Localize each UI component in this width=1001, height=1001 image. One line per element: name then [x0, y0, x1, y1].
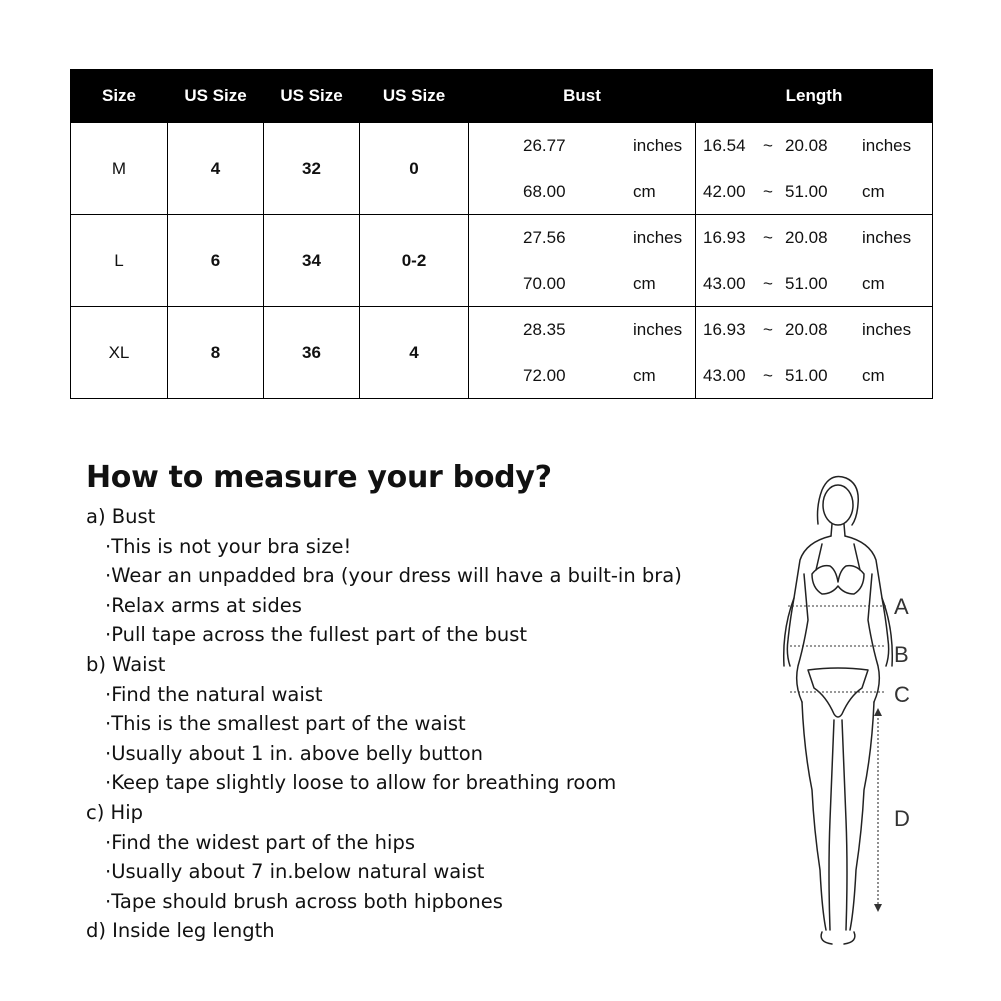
bust-inches: 26.77 — [523, 136, 566, 155]
list-item: ·Relax arms at sides — [105, 593, 302, 617]
us-size-cell: 0-2 — [360, 215, 469, 307]
measure-guide — [86, 458, 746, 946]
feet-outline — [821, 932, 855, 944]
header-us-size-1: US Size — [168, 70, 264, 123]
length-cell — [696, 307, 933, 399]
bra-outline — [812, 566, 864, 594]
legs-outline — [802, 702, 874, 930]
us-size-cell: 34 — [264, 215, 360, 307]
size-cell: M — [71, 123, 168, 215]
header-us-size-3: US Size — [360, 70, 469, 123]
us-size-cell: 0 — [360, 123, 469, 215]
list-item: ·Keep tape slightly loose to allow for breathing room — [105, 771, 617, 795]
length-inches-to: 20.08 — [785, 320, 828, 339]
us-size-cell: 32 — [264, 123, 360, 215]
list-item: ·This is not your bra size! — [105, 534, 352, 558]
tilde: ~ — [763, 228, 773, 247]
unit-inches: inches — [633, 136, 683, 155]
table-row — [71, 215, 933, 307]
section-hip-label: c) Hip — [86, 800, 143, 824]
list-item: ·Wear an unpadded bra (your dress will have a built-in bra) — [105, 564, 682, 588]
size-cell: XL — [71, 307, 168, 399]
unit-cm: cm — [633, 274, 656, 293]
bust-cell — [469, 307, 696, 399]
length-inches-from: 16.54 — [703, 136, 746, 155]
arrow-down — [874, 904, 882, 912]
bust-inches: 28.35 — [523, 320, 566, 339]
unit-cm: cm — [633, 182, 656, 201]
measure-title: How to measure your body? — [86, 460, 552, 495]
length-cell — [696, 123, 933, 215]
body-measurement-figure — [760, 470, 920, 960]
tilde: ~ — [763, 320, 773, 339]
length-cell — [696, 215, 933, 307]
us-size-cell: 36 — [264, 307, 360, 399]
us-size-cell: 4 — [168, 123, 264, 215]
unit-inches: inches — [633, 228, 683, 247]
table-row — [71, 307, 933, 399]
unit-inches: inches — [633, 320, 683, 339]
unit-inches: inches — [862, 136, 912, 155]
list-item: ·This is the smallest part of the waist — [105, 712, 466, 736]
us-size-cell: 4 — [360, 307, 469, 399]
unit-cm: cm — [862, 274, 885, 293]
bust-inches: 27.56 — [523, 228, 566, 247]
bust-cm: 68.00 — [523, 182, 566, 201]
length-cm-from: 43.00 — [703, 274, 746, 293]
bust-cm: 72.00 — [523, 366, 566, 385]
table-header-row — [71, 70, 933, 123]
table-row — [71, 123, 933, 215]
bust-cm: 70.00 — [523, 274, 566, 293]
length-cm-to: 51.00 — [785, 182, 828, 201]
section-inside-leg-label: d) Inside leg length — [86, 919, 275, 943]
header-us-size-2: US Size — [264, 70, 360, 123]
header-size: Size — [71, 70, 168, 123]
arrow-up — [874, 708, 882, 716]
unit-cm: cm — [633, 366, 656, 385]
label-c: C — [894, 682, 910, 707]
header-length: Length — [696, 70, 933, 123]
tilde: ~ — [763, 182, 773, 201]
length-cm-to: 51.00 — [785, 274, 828, 293]
neck-outline — [831, 524, 845, 536]
tilde: ~ — [763, 136, 773, 155]
unit-inches: inches — [862, 320, 912, 339]
list-item: ·Pull tape across the fullest part of the bust — [105, 623, 528, 647]
length-inches-to: 20.08 — [785, 136, 828, 155]
us-size-cell: 8 — [168, 307, 264, 399]
list-item: ·Tape should brush across both hipbones — [105, 889, 503, 913]
list-item: ·Find the natural waist — [105, 682, 323, 706]
tilde: ~ — [763, 366, 773, 385]
length-inches-to: 20.08 — [785, 228, 828, 247]
bust-cell — [469, 215, 696, 307]
length-cm-from: 43.00 — [703, 366, 746, 385]
list-item: ·Find the widest part of the hips — [105, 830, 415, 854]
unit-cm: cm — [862, 366, 885, 385]
body-side-lines — [797, 574, 880, 702]
length-inches-from: 16.93 — [703, 228, 746, 247]
unit-cm: cm — [862, 182, 885, 201]
tilde: ~ — [763, 274, 773, 293]
length-inches-from: 16.93 — [703, 320, 746, 339]
length-cm-from: 42.00 — [703, 182, 746, 201]
us-size-cell: 6 — [168, 215, 264, 307]
size-chart-table — [70, 69, 933, 399]
section-bust-label: a) Bust — [86, 505, 156, 528]
label-a: A — [894, 594, 909, 619]
size-cell: L — [71, 215, 168, 307]
header-bust: Bust — [469, 70, 696, 123]
section-waist-label: b) Waist — [86, 652, 166, 676]
label-d: D — [894, 806, 910, 831]
list-item: ·Usually about 1 in. above belly button — [105, 741, 484, 765]
list-item: ·Usually about 7 in.below natural waist — [105, 860, 485, 884]
head-outline — [823, 485, 853, 525]
length-cm-to: 51.00 — [785, 366, 828, 385]
unit-inches: inches — [862, 228, 912, 247]
label-b: B — [894, 642, 909, 667]
bust-cell — [469, 123, 696, 215]
